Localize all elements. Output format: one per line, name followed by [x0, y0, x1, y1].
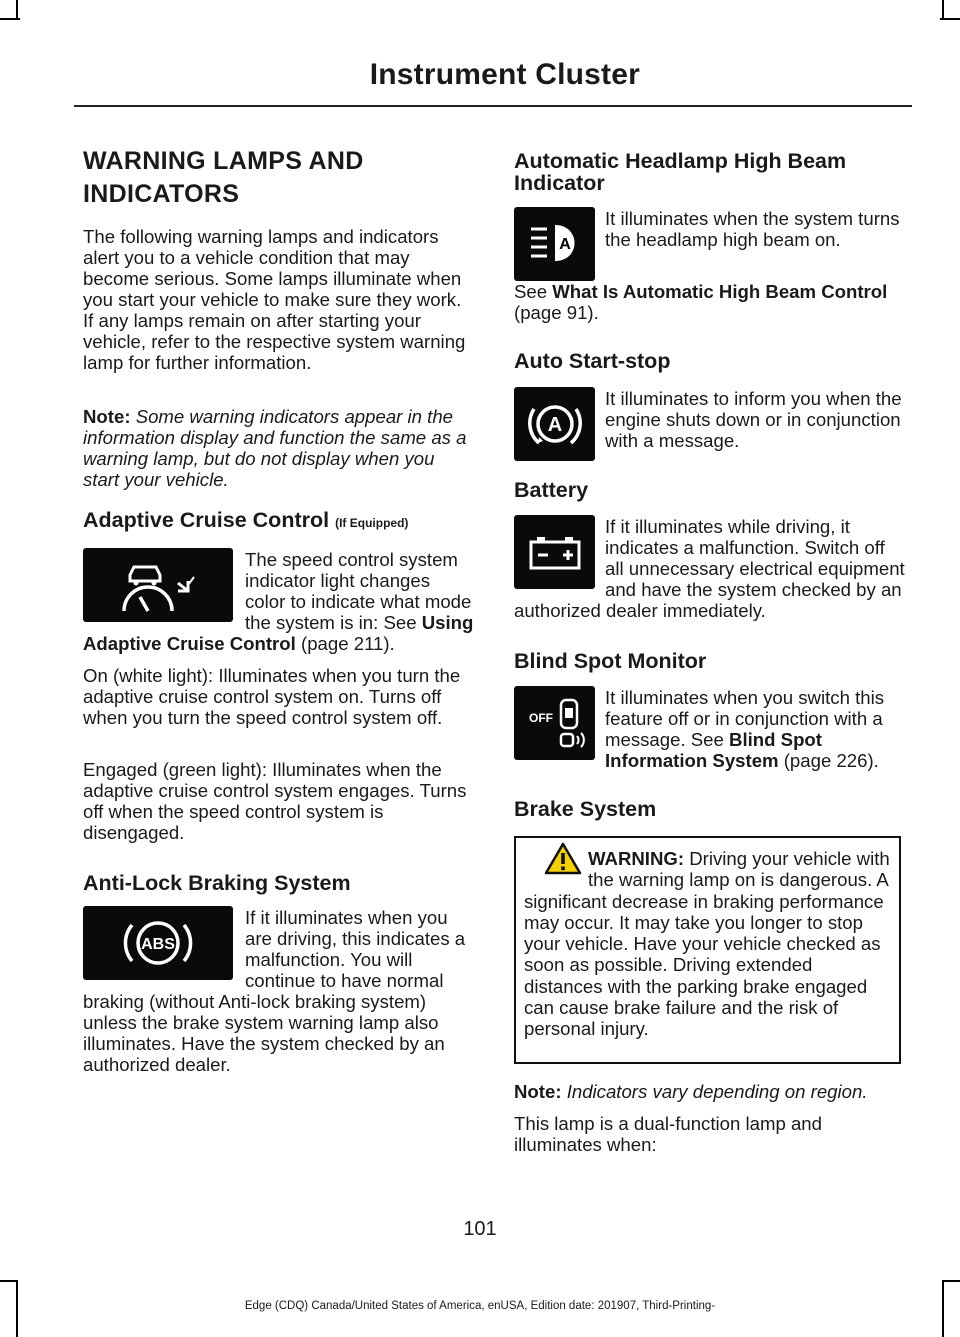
blind-spot-heading: Blind Spot Monitor	[514, 649, 707, 673]
brake-warning-box	[514, 836, 901, 1064]
acc-title: Adaptive Cruise Control	[83, 508, 330, 532]
svg-text:A: A	[547, 414, 562, 436]
high-beam-heading-line1: Automatic Headlamp High Beam	[514, 149, 847, 173]
brake-note-text: Indicators vary depending on region.	[566, 1081, 868, 1102]
acc-description	[83, 549, 475, 654]
crop-mark	[0, 1280, 18, 1282]
acc-on-paragraph: On (white light): Illuminates when you turn the adaptive cruise control system on. Turns off when you turn the speed control system off.	[83, 665, 461, 728]
see-label: See	[514, 281, 553, 302]
battery-text: If it illuminates while driving, it indicates a malfunction. Switch off all unnecessary electrical equipment and have the system checked by an authorized dealer immediately.	[514, 516, 905, 621]
abs-text: If it illuminates when you are driving, this indicates a malfunction. You will continue to have normal braking (without Anti-lock braking system) unless the brake system warning lamp also illuminates. Have the system checked by an authorized dealer.	[83, 907, 466, 1075]
footer-edition: Edge (CDQ) Canada/United States of America, enUSA, Edition date: 201907, Third-Printing-	[244, 1300, 716, 1312]
crop-mark	[16, 0, 18, 20]
page-number: 101	[463, 1218, 497, 1240]
warning-text: Driving your vehicle with the warning lamp on is dangerous. A significant decrease in braking performance may occur. It may take you longer to stop your vehicle. Have your vehicle checked as soon as possible. Driving extended distances with the parking brake engaged can cause brake failure and the risk of personal injury.	[524, 848, 890, 1040]
intro-paragraph: The following warning lamps and indicators alert you to a vehicle condition that may become serious. Some lamps illuminate when you start your vehicle to make sure they work. If any lamps remain on after starting your vehicle, refer to the respective system warning lamp for further information.	[83, 226, 466, 373]
acc-qualifier: (If Equipped)	[335, 516, 409, 530]
blind-spot-link[interactable]: Blind Spot Information System	[605, 729, 822, 771]
page-header-title: Instrument Cluster	[369, 58, 640, 91]
svg-text:A: A	[558, 236, 571, 253]
abs-icon	[83, 906, 233, 980]
blind-spot-off-icon	[514, 686, 595, 760]
note-text: Some warning indicators appear in the information display and function the same as a warning lamp, but do not display when you start your vehicle.	[83, 406, 467, 490]
start-stop-text: It illuminates to inform you when the engine shuts down or in conjunction with a message.	[605, 388, 902, 451]
start-stop-heading: Auto Start-stop	[514, 349, 671, 373]
crop-mark	[940, 18, 960, 20]
battery-icon	[514, 515, 595, 589]
brake-heading: Brake System	[514, 797, 657, 821]
high-beam-see	[514, 281, 906, 323]
crop-mark	[942, 0, 944, 20]
brake-dual-function: This lamp is a dual-function lamp and illuminates when:	[514, 1113, 822, 1155]
blind-spot-page: (page 226).	[778, 750, 879, 771]
high-beam-page: (page 91).	[514, 302, 599, 323]
crop-mark	[942, 1280, 960, 1282]
svg-text:OFF: OFF	[528, 711, 553, 725]
header-rule	[74, 105, 912, 107]
auto-high-beam-icon	[514, 207, 595, 281]
high-beam-link[interactable]: What Is Automatic High Beam Control	[552, 281, 888, 302]
note-paragraph	[83, 406, 475, 490]
svg-text:ABS: ABS	[141, 936, 175, 953]
brake-note-label: Note:	[514, 1081, 562, 1102]
battery-heading: Battery	[514, 478, 589, 502]
high-beam-heading	[514, 150, 846, 194]
brake-note	[514, 1081, 906, 1102]
acc-text: The speed control system indicator light changes color to indicate what mode the system is in: See	[245, 549, 472, 633]
blind-spot-text: It illuminates when you switch this feature off or in conjunction with a message. See	[605, 687, 885, 750]
note-label: Note:	[83, 406, 131, 427]
section-heading-line1: WARNING LAMPS AND	[83, 147, 364, 175]
high-beam-heading-line2: Indicator	[514, 171, 605, 195]
high-beam-text: It illuminates when the system turns the headlamp high beam on.	[605, 208, 900, 250]
start-stop-description	[514, 388, 906, 465]
adaptive-cruise-icon	[83, 548, 233, 622]
acc-page: (page 211).	[301, 633, 395, 654]
warning-triangle-icon	[544, 842, 582, 875]
warning-label: WARNING:	[588, 848, 685, 869]
abs-description	[83, 907, 475, 1075]
acc-link[interactable]: Using Adaptive Cruise Control	[83, 612, 474, 654]
section-heading	[83, 145, 364, 211]
abs-heading: Anti-Lock Braking System	[83, 871, 351, 895]
high-beam-description	[514, 208, 906, 285]
acc-engaged-paragraph: Engaged (green light): Illuminates when the adaptive cruise control system engages. Turns off when the speed control system is disengaged.	[83, 759, 467, 843]
auto-start-stop-icon	[514, 387, 595, 461]
crop-mark	[0, 18, 20, 20]
section-heading-line2: INDICATORS	[83, 180, 240, 208]
battery-description	[514, 516, 906, 621]
blind-spot-description	[514, 687, 906, 771]
acc-heading	[83, 509, 475, 534]
